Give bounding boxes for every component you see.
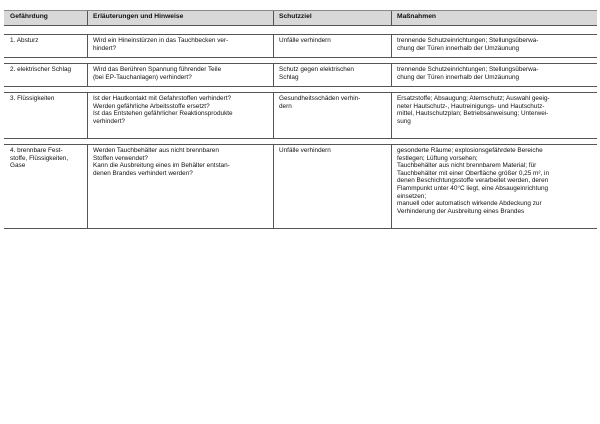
measures-line: neter Hautschutz-, Hautreinigungs- und Hautschutz- [397, 102, 545, 110]
notes-line: Wird ein Hineinstürzen in das Tauchbecken ver- [93, 37, 229, 44]
measures-cell [397, 147, 549, 215]
header-divider [391, 11, 392, 25]
measures-line: manuell oder automatisch wirkende Abdeckung zur [397, 200, 542, 208]
column-divider [87, 35, 88, 57]
column-divider [87, 64, 88, 86]
measures-line: mittel, Hautschutzplan; Betriebsanweisung; Unterwei- [397, 110, 549, 118]
column-divider [391, 93, 392, 138]
notes-line: Wird das Berühren Spannung führender Teile [93, 66, 222, 73]
table-row [4, 34, 597, 58]
hazard-line: 4. brennbare Fest- [10, 147, 63, 154]
hazard-line: stoffe, Flüssigkeiten, [10, 154, 69, 162]
column-divider [87, 93, 88, 138]
notes-cell [93, 37, 228, 52]
table-row [4, 63, 597, 87]
column-divider [273, 93, 274, 138]
goal-line: Gesundheitsschäden verhin- [279, 95, 361, 102]
column-divider [273, 35, 274, 57]
hazard-line: 3. Flüssigkeiten [10, 95, 55, 102]
measures-line: Tauchbehälter aus nicht brennbarem Material; für [397, 162, 537, 170]
measures-line: denen Beschichtungsstoffe verarbeitet werden, deren [397, 177, 549, 185]
goal-cell [279, 147, 331, 155]
hazard-line: 1. Absturz [10, 37, 39, 44]
hazard-line: Gase [10, 162, 26, 170]
goal-line: Schlag [279, 73, 299, 81]
goal-line: dern [279, 102, 292, 110]
measures-line: einsetzen; [397, 192, 427, 200]
measures-line: Flammpunkt unter 40°C liegt, eine Absaugeinrichtung [397, 184, 549, 192]
measures-line: trennende Schutzeinrichtungen; Stellungsüberwa- [397, 37, 539, 44]
measures-line: Ersatzstoffe; Absaugung; Atemschutz; Auswahl geeig- [397, 95, 550, 102]
column-divider [391, 64, 392, 86]
notes-line: (bei EP-Tauchanlagen) verhindert? [93, 73, 192, 81]
goal-cell [279, 66, 354, 81]
table-header [4, 10, 597, 26]
goal-cell [279, 95, 360, 110]
header-gefaehrdung: Gefährdung [10, 13, 48, 20]
column-divider [391, 35, 392, 57]
column-divider [87, 145, 88, 228]
measures-line: trennende Schutzeinrichtungen; Stellungsüberwa- [397, 66, 539, 73]
notes-line: verhindert? [93, 117, 125, 125]
hazard-cell [10, 95, 54, 103]
measures-line: gesonderte Räume; explosionsgefährdete Bereiche [397, 147, 543, 154]
goal-line: Unfälle verhindern [279, 37, 331, 44]
measures-line: Verhinderung der Ausbreitung eines Brandes [397, 207, 525, 215]
measures-cell [397, 37, 538, 52]
measures-line: Tauchbehälter mit einer Oberfläche größer 0,25 m², in [397, 169, 550, 177]
goal-line: Unfälle verhindern [279, 147, 331, 154]
notes-line: Ist das Entstehen gefährlicher Reaktionsprodukte [93, 110, 233, 118]
table-row [4, 92, 597, 139]
table-row [4, 144, 597, 229]
notes-line: hindert? [93, 44, 117, 52]
header-erlaeuterungen: Erläuterungen und Hinweise [93, 13, 184, 20]
hazard-cell [10, 37, 38, 45]
header-massnahmen: Maßnahmen [397, 13, 437, 20]
hazard-line: 2. elektrischer Schlag [10, 66, 72, 73]
notes-cell [93, 66, 221, 81]
notes-line: denen Brandes verhindert werden? [93, 169, 193, 177]
column-divider [273, 145, 274, 228]
measures-line: chung der Türen innerhalb der Umzäunung [397, 73, 520, 81]
column-divider [273, 64, 274, 86]
notes-line: Werden gefährliche Arbeitsstoffe ersetzt? [93, 102, 210, 110]
notes-line: Stoffen verwendet? [93, 154, 148, 162]
notes-cell [93, 147, 230, 177]
hazard-cell [10, 66, 71, 74]
notes-line: Ist der Hautkontakt mit Gefahrstoffen verhindert? [93, 95, 232, 102]
goal-cell [279, 37, 331, 45]
goal-line: Schutz gegen elektrischen [279, 66, 354, 73]
hazard-cell [10, 147, 68, 170]
measures-cell [397, 95, 550, 125]
notes-line: Werden Tauchbehälter aus nicht brennbaren [93, 147, 219, 154]
notes-line: Kann die Ausbreitung eines im Behälter entstan- [93, 162, 230, 170]
header-divider [87, 11, 88, 25]
header-divider [273, 11, 274, 25]
measures-line: chung der Türen innerhalb der Umzäunung [397, 44, 520, 52]
header-schutzziel: Schutzziel [279, 13, 312, 20]
column-divider [391, 145, 392, 228]
measures-line: sung [397, 117, 411, 125]
notes-cell [93, 95, 233, 125]
measures-cell [397, 66, 538, 81]
measures-line: festlegen; Lüftung vorsehen; [397, 154, 478, 162]
